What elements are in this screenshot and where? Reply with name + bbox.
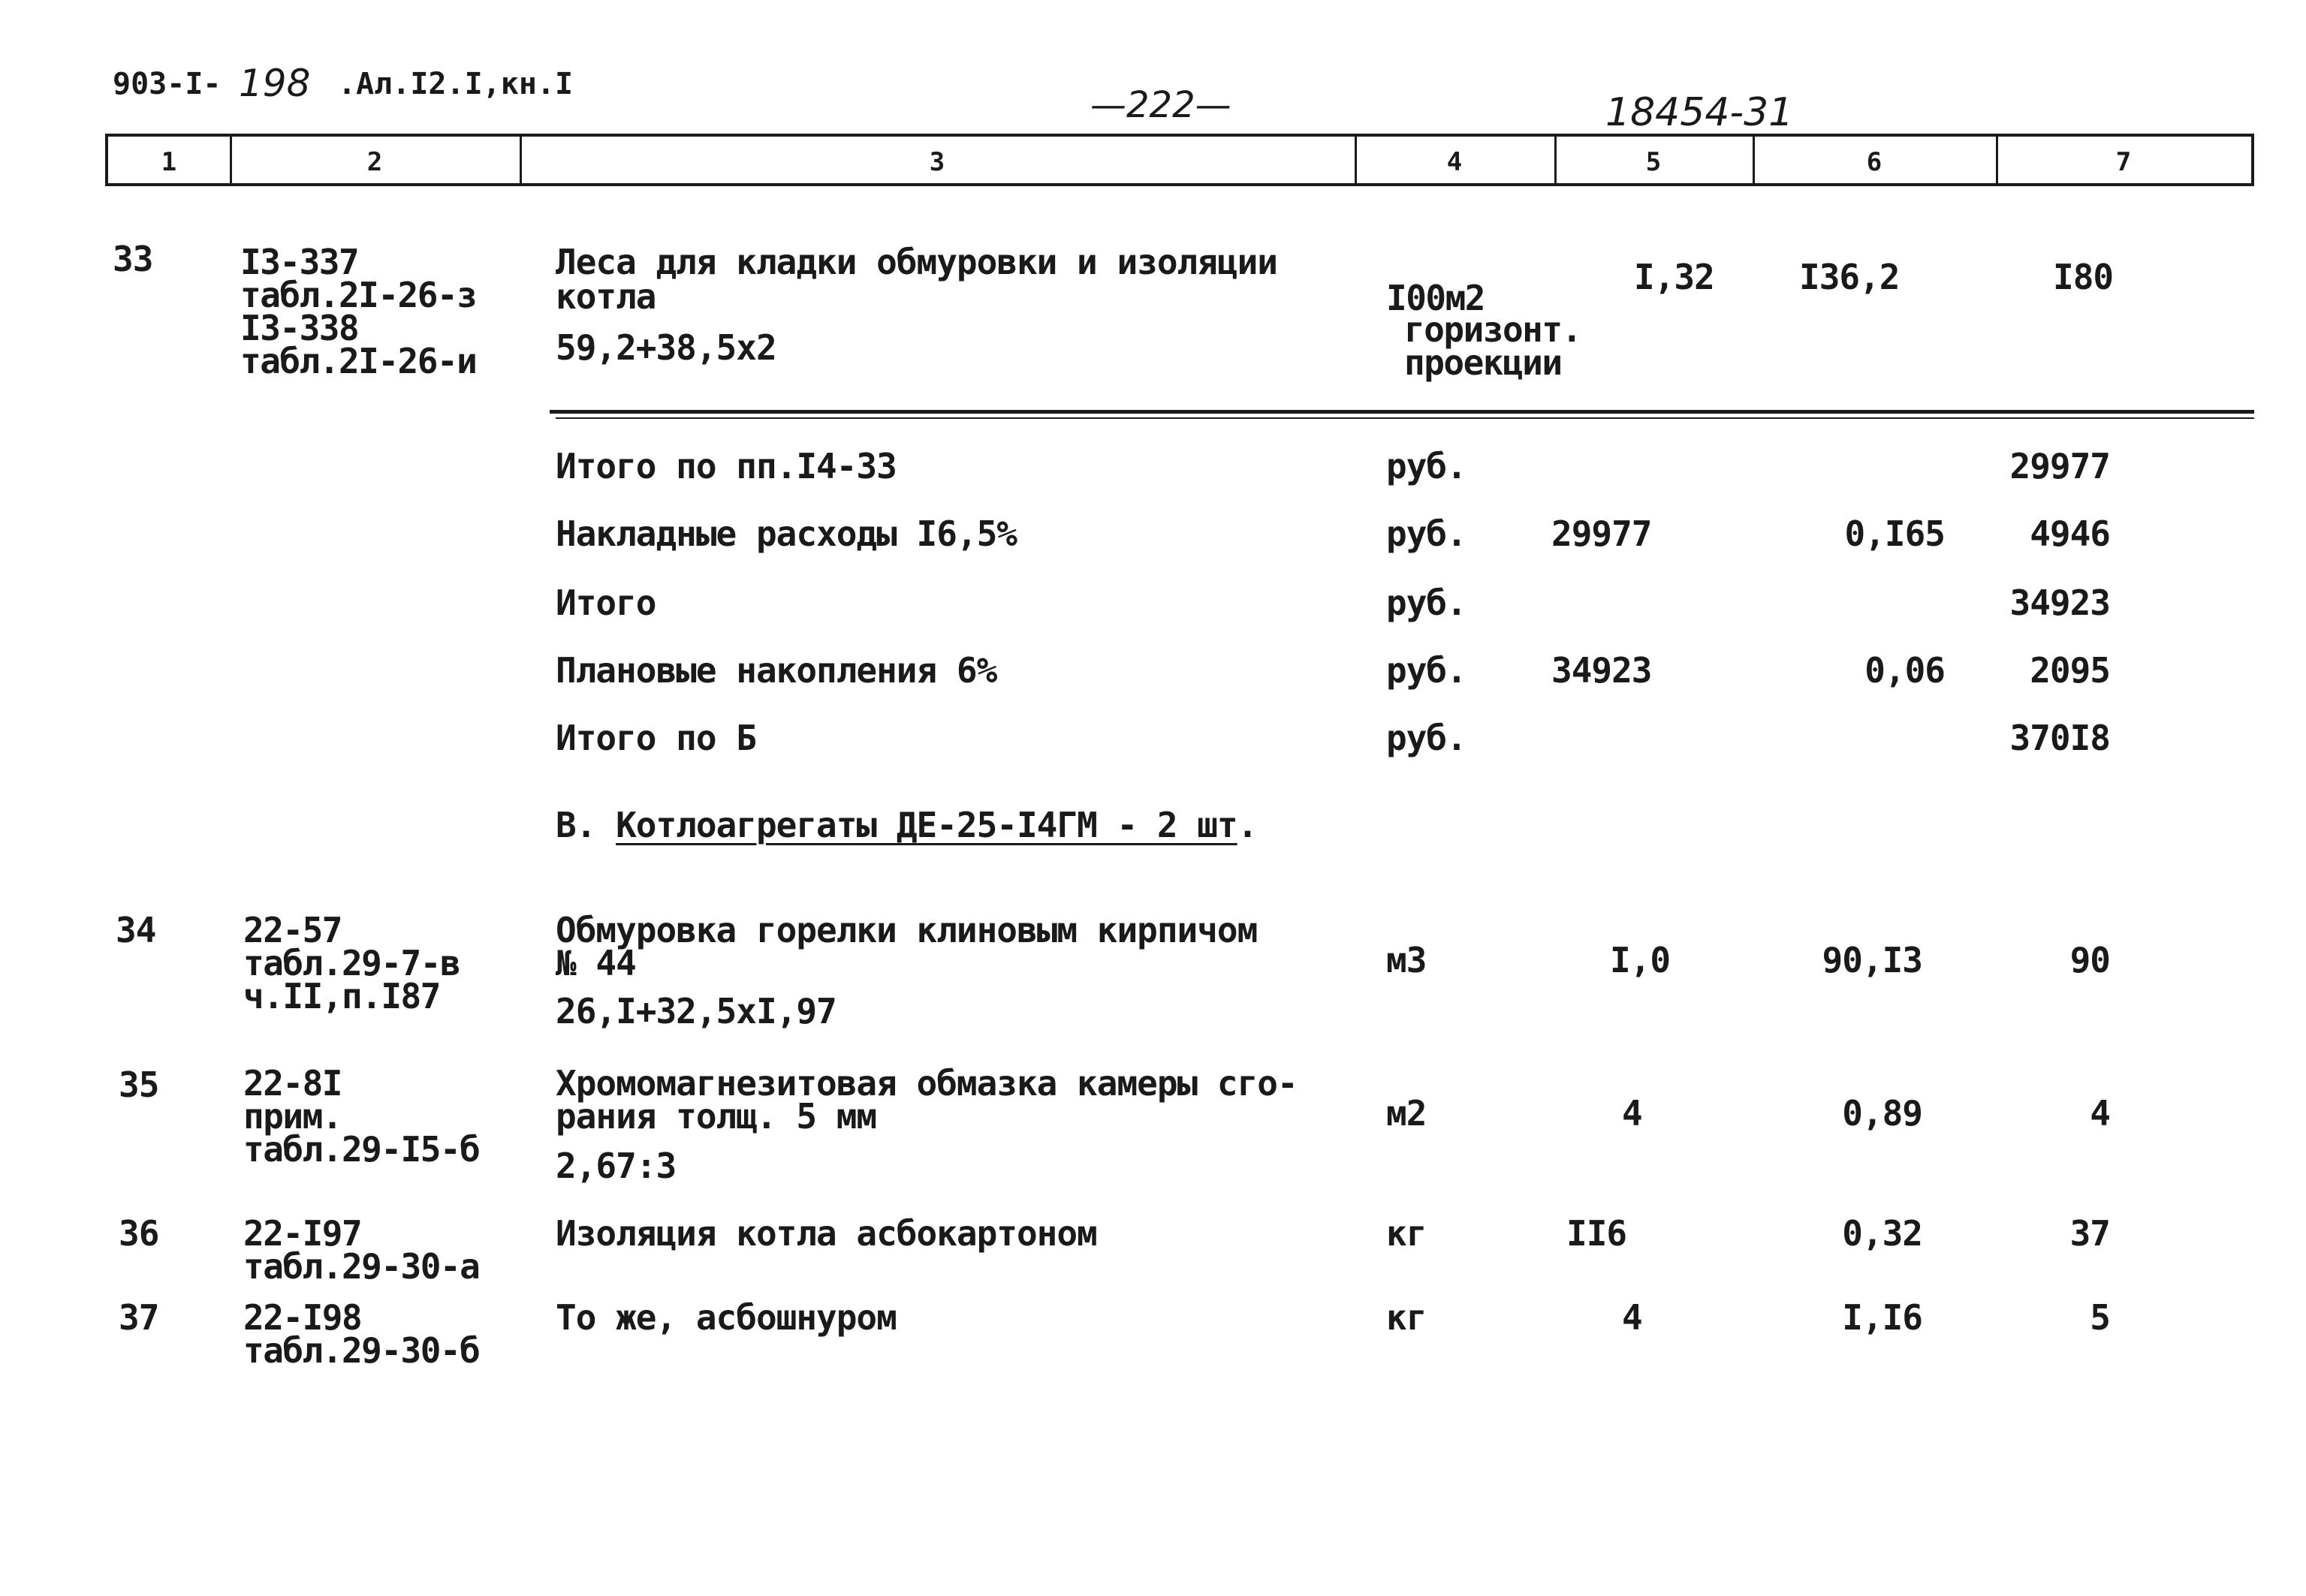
row-calculation: 2,67:3 (556, 1146, 677, 1186)
row-unit-price: I,I6 (1842, 1297, 1922, 1338)
summary-unit: руб. (1386, 650, 1466, 691)
summary-total: 4946 (2030, 513, 2110, 554)
row-quantity: II6 (1566, 1213, 1627, 1254)
row-code-line: табл.2I-26-и (240, 341, 477, 381)
column-header-3: 3 (929, 147, 945, 177)
summary-base: 29977 (1551, 513, 1652, 554)
row-unit-line: кг (1386, 1213, 1427, 1254)
doc-code: 903-I- (113, 67, 222, 101)
row-total: 90 (2069, 940, 2110, 980)
section-prefix: В. (556, 805, 596, 845)
column-header-1: 1 (161, 147, 177, 177)
row-quantity: 4 (1622, 1093, 1642, 1134)
row-quantity: 4 (1622, 1297, 1642, 1338)
column-header-5: 5 (1645, 147, 1662, 177)
summary-rate: 0,I65 (1844, 513, 1945, 554)
row-code-line: табл.29-30-а (243, 1246, 480, 1287)
summary-label: Накладные расходы I6,5% (556, 513, 1017, 554)
row-unit-line: кг (1386, 1297, 1427, 1338)
row-unit-price: 0,89 (1842, 1093, 1922, 1134)
summary-rate: 0,06 (1864, 650, 1945, 691)
summary-base: 34923 (1551, 650, 1652, 691)
summary-label: Плановые накопления 6% (556, 650, 997, 691)
doc-suffix: .Ал.I2.I,кн.I (338, 67, 574, 101)
section-title: Котлоагрегаты ДЕ-25-I4ГМ - 2 шт (616, 805, 1237, 845)
summary-total: 34923 (2009, 583, 2110, 623)
row-code-line: табл.29-30-б (243, 1330, 480, 1371)
column-header-2: 2 (366, 147, 383, 177)
row-code-line: I3-337 (240, 242, 359, 282)
row-description-line: Изоляция котла асбокартоном (556, 1213, 1097, 1254)
row-total: 5 (2090, 1297, 2110, 1338)
column-header-6: 6 (1866, 147, 1882, 177)
row-quantity: I,0 (1610, 940, 1671, 980)
row-code-line: прим. (243, 1096, 342, 1137)
section-divider (550, 410, 2254, 414)
row-description-line: № 44 (556, 943, 636, 983)
column-header-4: 4 (1446, 147, 1463, 177)
row-unit-price: 90,I3 (1822, 940, 1922, 980)
section-divider (556, 417, 2254, 419)
row-description-line: Леса для кладки обмуровки и изоляции (556, 242, 1277, 282)
row-unit-line: горизонт. (1404, 309, 1581, 350)
row-total: 4 (2090, 1093, 2110, 1134)
row-number: 34 (116, 910, 156, 950)
row-unit-line: м3 (1386, 940, 1427, 980)
row-description-line: рания толщ. 5 мм (556, 1096, 877, 1137)
row-description-line: Обмуровка горелки клиновым кирпичом (556, 910, 1258, 950)
row-total: 37 (2069, 1213, 2110, 1254)
summary-label: Итого по пп.I4-33 (556, 446, 897, 486)
summary-total: 370I8 (2009, 718, 2110, 758)
row-number: 36 (119, 1213, 159, 1254)
row-code-line: табл.2I-26-з (240, 275, 477, 315)
row-code-line: 22-I98 (243, 1297, 362, 1338)
row-code-line: табл.29-I5-б (243, 1129, 480, 1170)
summary-total: 29977 (2009, 446, 2110, 486)
row-description-line: Хромомагнезитовая обмазка камеры сго- (556, 1063, 1298, 1104)
section-heading (556, 805, 1258, 845)
row-quantity: I,32 (1634, 257, 1714, 297)
row-description-line: То же, асбошнуром (556, 1297, 897, 1338)
row-unit-price: 0,32 (1842, 1213, 1922, 1254)
row-unit-line: I00м2 (1386, 278, 1485, 318)
row-code-line: 22-8I (243, 1063, 342, 1104)
summary-unit: руб. (1386, 583, 1466, 623)
row-number: 35 (119, 1065, 159, 1105)
doc-code-handwritten: 198 (239, 62, 311, 105)
summary-unit: руб. (1386, 446, 1466, 486)
column-header-row (105, 134, 2254, 186)
row-code-line: 22-I97 (243, 1213, 362, 1254)
row-code-line: ч.II,п.I87 (243, 976, 440, 1016)
row-unit-line: проекции (1404, 342, 1562, 383)
row-code-line: I3-338 (240, 308, 359, 348)
row-total: I80 (2053, 257, 2114, 297)
section-suffix: . (1237, 805, 1258, 845)
row-calculation: 59,2+38,5х2 (556, 327, 776, 368)
summary-label: Итого (556, 583, 656, 623)
page-number: —222— (1090, 84, 1231, 126)
row-number: 33 (113, 239, 153, 279)
summary-total: 2095 (2030, 650, 2110, 691)
summary-label: Итого по Б (556, 718, 756, 758)
row-unit-line: м2 (1386, 1093, 1427, 1134)
row-calculation: 26,I+32,5хI,97 (556, 991, 836, 1031)
column-header-7: 7 (2115, 147, 2132, 177)
summary-unit: руб. (1386, 718, 1466, 758)
row-code-line: 22-57 (243, 910, 342, 950)
row-code-line: табл.29-7-в (243, 943, 460, 983)
row-number: 37 (119, 1297, 159, 1338)
row-description-line: котла (556, 276, 656, 317)
row-unit-price: I36,2 (1799, 257, 1900, 297)
summary-unit: руб. (1386, 513, 1466, 554)
stamp-number: 18454-31 (1605, 90, 1794, 135)
